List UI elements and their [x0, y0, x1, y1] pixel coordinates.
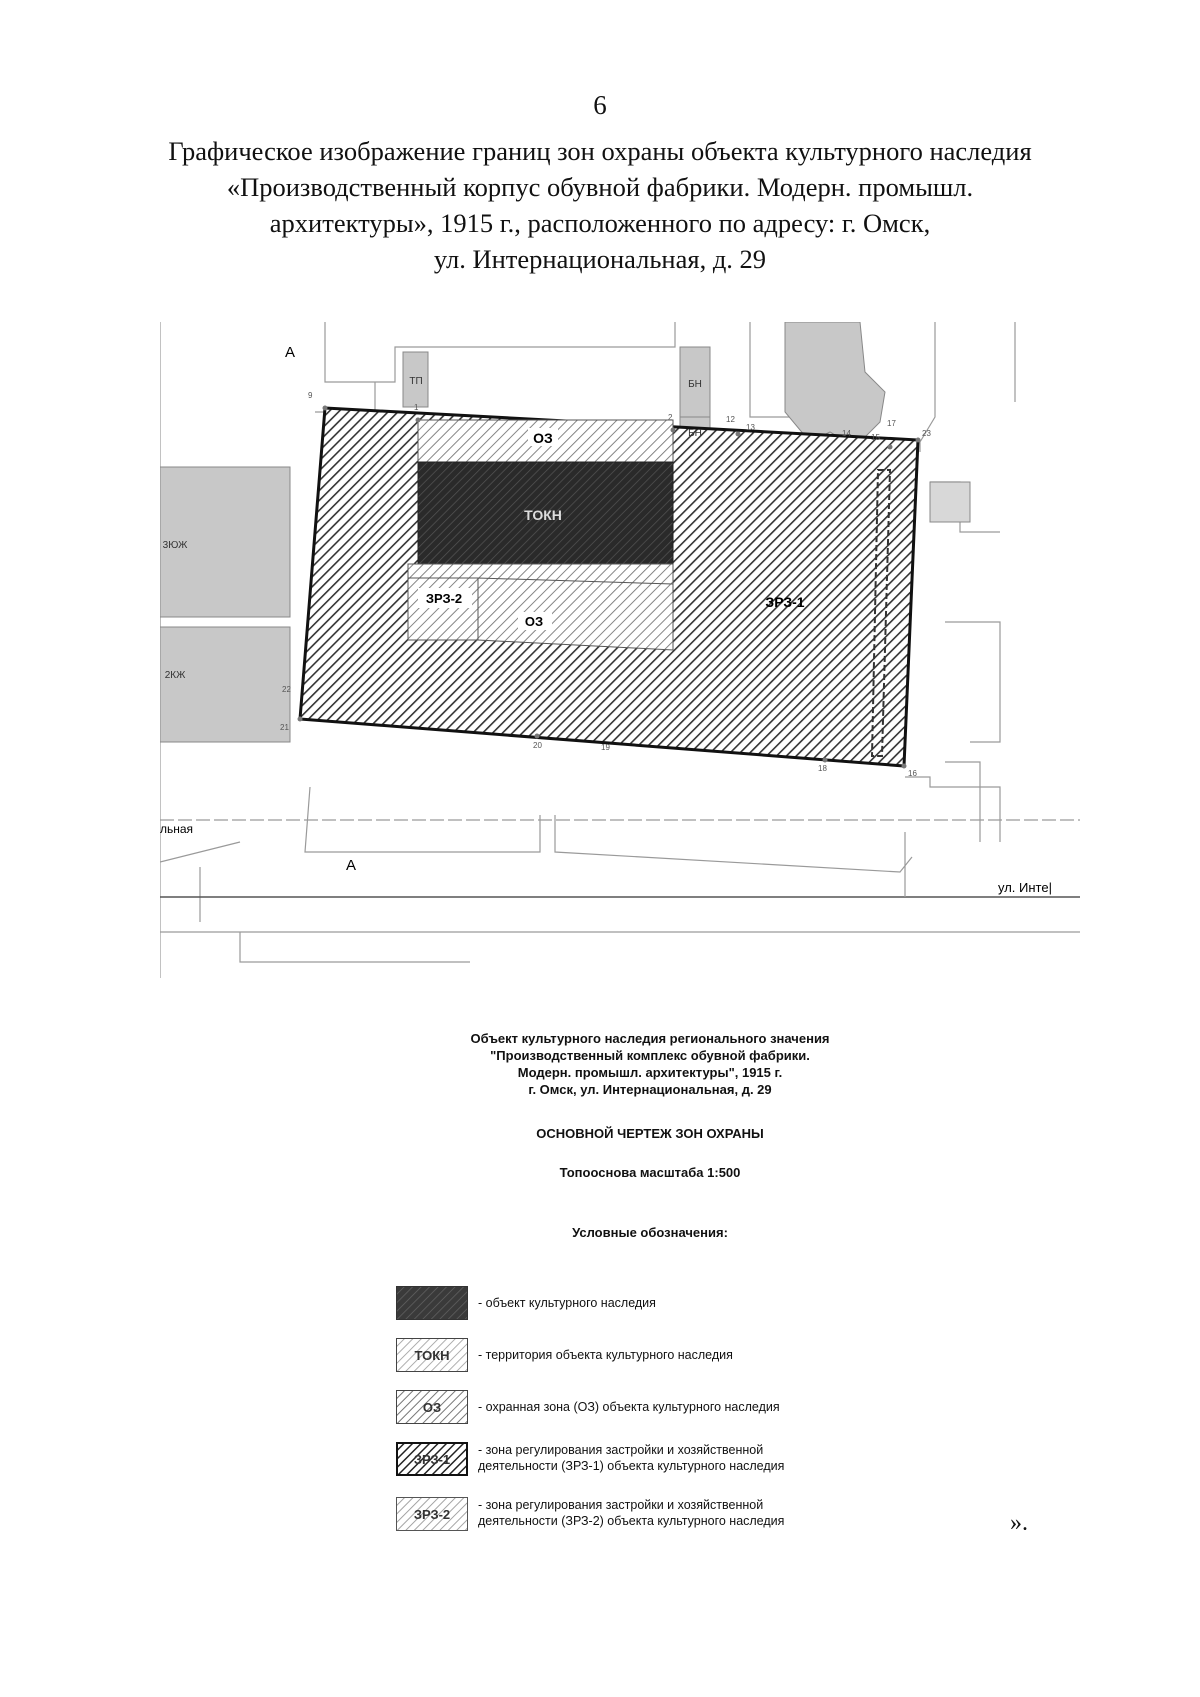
- caption-line: "Производственный комплекс обувной фабрики.: [490, 1048, 810, 1063]
- label-oz-top: ОЗ: [533, 430, 553, 446]
- title-line: архитектуры», 1915 г., расположенного по адресу: г. Омск,: [269, 208, 931, 238]
- caption-line: Объект культурного наследия регионального значения: [470, 1031, 830, 1046]
- point-number: 20: [533, 741, 542, 750]
- point-number: 2: [668, 413, 673, 422]
- page-number: 6: [593, 90, 607, 120]
- legend-item-zrz2: [396, 1497, 956, 1533]
- protection-zones-map: [160, 322, 1080, 978]
- point-number: 16: [908, 769, 917, 778]
- point-number: 12: [726, 415, 735, 424]
- legend-item-oz: [396, 1390, 956, 1426]
- legend-swatch-label: ЗРЗ-2: [413, 1506, 451, 1522]
- legend-desc-oz: [478, 1399, 938, 1415]
- point-number: 9: [308, 391, 313, 400]
- legend-line: деятельности (ЗРЗ-1) объекта культурного наследия: [478, 1459, 785, 1473]
- legend-item-monument: [396, 1286, 956, 1322]
- label-bn-1: БН: [688, 379, 702, 390]
- building-right: [930, 482, 970, 522]
- point-number: 17: [887, 419, 896, 428]
- legend-line: - зона регулирования застройки и хозяйственной: [478, 1498, 764, 1512]
- legend-line: - объект культурного наследия: [478, 1296, 656, 1310]
- legend-item-tokn: [396, 1338, 956, 1374]
- main-heading: ОСНОВНОЙ ЧЕРТЕЖ ЗОН ОХРАНЫ: [536, 1126, 764, 1141]
- point-number: 19: [601, 743, 610, 752]
- legend-swatch-label: ЗРЗ-1: [413, 1451, 451, 1467]
- legend-swatch-monument: [396, 1286, 468, 1320]
- legend-heading: Условные обозначения:: [572, 1225, 728, 1240]
- legend-desc-zrz1: [478, 1442, 938, 1474]
- boundary-point: [823, 758, 828, 763]
- legend-line: - территория объекта культурного наследия: [478, 1348, 733, 1362]
- point-number: 15: [871, 433, 880, 442]
- point-number: 21: [280, 723, 289, 732]
- legend-swatch-label: ТОКН: [414, 1347, 450, 1363]
- label-street-right: ул. Инте|: [998, 880, 1052, 895]
- label-zrz2: ЗРЗ-2: [425, 591, 463, 606]
- label-tp: ТП: [409, 376, 423, 387]
- scale-note: Топооснова масштаба 1:500: [559, 1165, 741, 1180]
- legend-line: деятельности (ЗРЗ-2) объекта культурного наследия: [478, 1514, 785, 1528]
- building-complex: [785, 322, 885, 447]
- map-caption: [350, 1030, 950, 1098]
- label-bn-2: БН: [688, 428, 702, 439]
- label-oz-bottom: ОЗ: [524, 614, 544, 629]
- caption-line: г. Омск, ул. Интернациональная, д. 29: [528, 1082, 772, 1097]
- point-number: 14: [842, 429, 851, 438]
- label-zrz1: ЗРЗ-1: [765, 594, 805, 610]
- point-number: 23: [922, 429, 931, 438]
- boundary-point: [298, 717, 303, 722]
- legend-desc-zrz2: [478, 1497, 938, 1529]
- title-line: Графическое изображение границ зон охраны объекта культурного наследия: [168, 136, 1032, 166]
- zone-zrz2: [408, 578, 478, 640]
- label-2kzh: 2КЖ: [164, 670, 186, 681]
- legend-desc-monument: [478, 1295, 938, 1311]
- point-number: 18: [818, 764, 827, 773]
- point-number: 1: [414, 403, 419, 412]
- closing-quote: ».: [1010, 1510, 1028, 1536]
- building-2kzh: [160, 627, 290, 742]
- label-street-left: льная: [160, 822, 194, 836]
- zone-oz-bottom: [478, 578, 673, 650]
- boundary-point: [902, 764, 907, 769]
- point-number: 13: [746, 423, 755, 432]
- boundary-point: [736, 432, 741, 437]
- point-number: 22: [282, 685, 291, 694]
- boundary-point: [916, 438, 921, 443]
- boundary-point: [416, 418, 421, 423]
- legend-item-zrz1: [396, 1442, 956, 1478]
- caption-line: Модерн. промышл. архитектуры", 1915 г.: [517, 1065, 783, 1080]
- boundary-point: [535, 734, 540, 739]
- title-line: ул. Интернациональная, д. 29: [433, 244, 767, 274]
- label-tokn: ТОКН: [524, 507, 562, 523]
- document-title: [150, 133, 1050, 277]
- legend-line: - охранная зона (ОЗ) объекта культурного наследия: [478, 1400, 780, 1414]
- label-3zhk: 3ЮЖ: [162, 540, 188, 551]
- legend-swatch-label: ОЗ: [422, 1399, 442, 1415]
- boundary-point: [888, 445, 893, 450]
- title-line: «Производственный корпус обувной фабрики. Модерн. промышл.: [226, 172, 974, 202]
- boundary-point: [323, 406, 328, 411]
- legend-line: - зона регулирования застройки и хозяйственной: [478, 1443, 764, 1457]
- label-section-a-top: А: [285, 344, 296, 361]
- boundary-point: [671, 428, 676, 433]
- label-section-a-bottom: А: [346, 857, 357, 874]
- legend-desc-tokn: [478, 1347, 938, 1363]
